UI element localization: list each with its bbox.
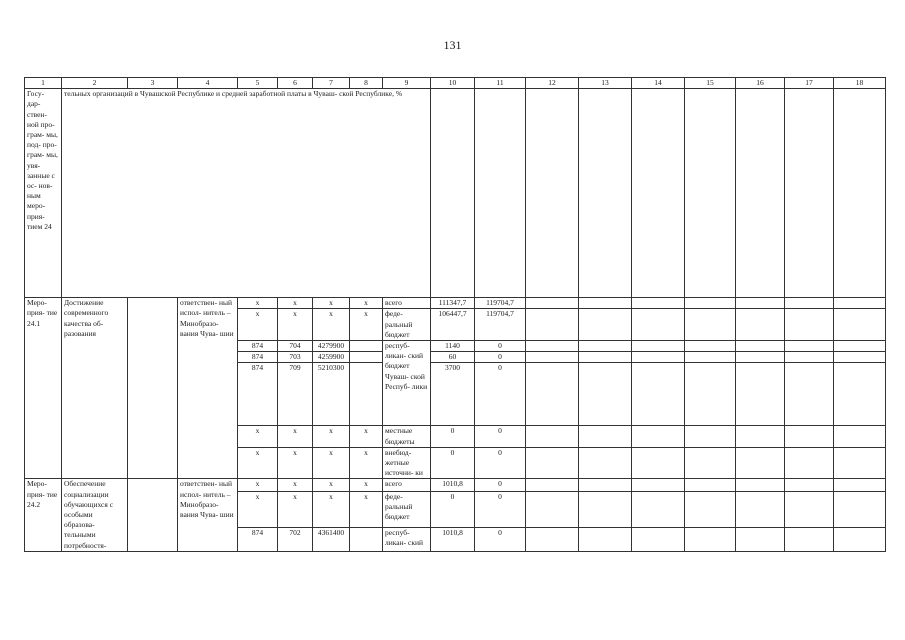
empty-cell (785, 298, 834, 309)
header-cell: 12 (526, 78, 579, 89)
code-cell: x (238, 309, 278, 341)
empty-cell (736, 447, 785, 479)
header-cell: 6 (278, 78, 313, 89)
empty-cell (736, 352, 785, 363)
funding-source: внебюд- жетные источни- ки (383, 447, 431, 479)
header-cell: 17 (785, 78, 834, 89)
responsible-executor: ответствен- ный испол- нитель – Минобразо- вания Чува- шии (178, 298, 238, 479)
code-cell (350, 363, 383, 426)
code-cell: x (313, 492, 350, 528)
amount-cell: 119704,7 (475, 298, 526, 309)
code-cell: 709 (278, 363, 313, 426)
empty-cell (736, 492, 785, 528)
code-cell: 4259900 (313, 352, 350, 363)
table-cell (431, 89, 475, 298)
empty-cell (526, 527, 579, 551)
empty-cell (736, 363, 785, 426)
code-cell: x (350, 298, 383, 309)
empty-cell (632, 447, 685, 479)
code-cell: x (313, 479, 350, 492)
header-cell: 18 (834, 78, 886, 89)
amount-cell: 3700 (431, 363, 475, 426)
empty-cell (526, 363, 579, 426)
code-cell: x (278, 426, 313, 447)
header-cell: 4 (178, 78, 238, 89)
funding-source: всего (383, 479, 431, 492)
amount-cell: 0 (431, 492, 475, 528)
empty-cell (579, 341, 632, 352)
empty-cell (834, 527, 886, 551)
empty-cell (632, 352, 685, 363)
funding-source: респуб- ликан- ский бюджет Чуваш- ской Респуб- лики (383, 341, 431, 426)
code-cell: 874 (238, 527, 278, 551)
empty-cell (579, 479, 632, 492)
empty-cell (632, 363, 685, 426)
empty-cell (834, 426, 886, 447)
amount-cell: 1140 (431, 341, 475, 352)
code-cell: x (278, 309, 313, 341)
table-cell (128, 298, 178, 479)
empty-cell (685, 341, 736, 352)
header-cell: 10 (431, 78, 475, 89)
table-cell (632, 89, 685, 298)
empty-cell (526, 309, 579, 341)
code-cell: x (350, 479, 383, 492)
responsible-executor: ответствен- ный испол- нитель – Минобразо- вания Чува- шии (178, 479, 238, 551)
measure-label: Меро- прия- тие 24.2 (25, 479, 62, 551)
empty-cell (685, 492, 736, 528)
code-cell: x (278, 298, 313, 309)
code-cell: 874 (238, 363, 278, 426)
empty-cell (785, 426, 834, 447)
empty-cell (632, 479, 685, 492)
empty-cell (834, 309, 886, 341)
empty-cell (785, 479, 834, 492)
empty-cell (685, 447, 736, 479)
code-cell: x (238, 426, 278, 447)
empty-cell (834, 341, 886, 352)
table-row (25, 479, 886, 492)
amount-cell: 0 (475, 363, 526, 426)
amount-cell: 106447,7 (431, 309, 475, 341)
empty-cell (785, 492, 834, 528)
empty-cell (526, 479, 579, 492)
empty-cell (526, 341, 579, 352)
code-cell (350, 527, 383, 551)
code-cell: x (313, 298, 350, 309)
amount-cell: 0 (475, 352, 526, 363)
empty-cell (632, 426, 685, 447)
empty-cell (785, 341, 834, 352)
empty-cell (785, 363, 834, 426)
empty-cell (579, 492, 632, 528)
funding-source: всего (383, 298, 431, 309)
funding-source: феде- ральный бюджет (383, 492, 431, 528)
code-cell: 702 (278, 527, 313, 551)
code-cell: 704 (278, 341, 313, 352)
empty-cell (834, 447, 886, 479)
amount-cell: 0 (475, 341, 526, 352)
funding-source: респуб- ликан- ский (383, 527, 431, 551)
empty-cell (736, 341, 785, 352)
empty-cell (685, 298, 736, 309)
table-cell (785, 89, 834, 298)
code-cell (350, 352, 383, 363)
amount-cell: 0 (475, 426, 526, 447)
empty-cell (834, 298, 886, 309)
header-cell: 14 (632, 78, 685, 89)
code-cell: 703 (278, 352, 313, 363)
header-cell: 2 (62, 78, 128, 89)
code-cell: x (278, 492, 313, 528)
code-cell: x (238, 492, 278, 528)
table-cell (736, 89, 785, 298)
empty-cell (785, 309, 834, 341)
empty-cell (579, 363, 632, 426)
header-cell: 5 (238, 78, 278, 89)
empty-cell (834, 492, 886, 528)
code-cell: x (238, 479, 278, 492)
empty-cell (632, 309, 685, 341)
empty-cell (685, 479, 736, 492)
empty-cell (785, 527, 834, 551)
empty-cell (632, 492, 685, 528)
header-cell: 1 (25, 78, 62, 89)
table-cell (475, 89, 526, 298)
measure-description: Достижение современного качества об- разования (62, 298, 128, 479)
empty-cell (526, 492, 579, 528)
empty-cell (785, 352, 834, 363)
empty-cell (579, 527, 632, 551)
empty-cell (526, 426, 579, 447)
empty-cell (526, 447, 579, 479)
empty-cell (685, 363, 736, 426)
empty-cell (736, 298, 785, 309)
code-cell: 874 (238, 352, 278, 363)
header-cell: 7 (313, 78, 350, 89)
empty-cell (685, 352, 736, 363)
table-cell (579, 89, 632, 298)
empty-cell (785, 447, 834, 479)
amount-cell: 0 (431, 426, 475, 447)
code-cell: x (238, 298, 278, 309)
empty-cell (526, 298, 579, 309)
page-number: 131 (443, 38, 462, 52)
empty-cell (526, 352, 579, 363)
header-cell: 9 (383, 78, 431, 89)
code-cell: x (313, 309, 350, 341)
empty-cell (579, 309, 632, 341)
code-cell: 4279900 (313, 341, 350, 352)
code-cell: 4361400 (313, 527, 350, 551)
empty-cell (579, 447, 632, 479)
code-cell: x (350, 492, 383, 528)
amount-cell: 0 (475, 492, 526, 528)
header-cell: 3 (128, 78, 178, 89)
empty-cell (834, 352, 886, 363)
amount-cell: 0 (475, 479, 526, 492)
header-row (25, 78, 886, 89)
code-cell (350, 341, 383, 352)
empty-cell (834, 363, 886, 426)
empty-cell (579, 298, 632, 309)
amount-cell: 1010,8 (431, 527, 475, 551)
empty-cell (685, 527, 736, 551)
empty-cell (632, 341, 685, 352)
empty-cell (632, 527, 685, 551)
intro-row (25, 89, 886, 298)
code-cell: x (278, 479, 313, 492)
amount-cell: 0 (475, 447, 526, 479)
code-cell: x (313, 426, 350, 447)
funding-source: феде- ральный бюджет (383, 309, 431, 341)
table-row (25, 298, 886, 309)
table-cell (128, 479, 178, 551)
empty-cell (579, 426, 632, 447)
code-cell: x (278, 447, 313, 479)
header-cell: 16 (736, 78, 785, 89)
empty-cell (685, 309, 736, 341)
budget-table (24, 77, 886, 552)
empty-cell (685, 426, 736, 447)
code-cell: x (350, 309, 383, 341)
code-cell: 874 (238, 341, 278, 352)
programme-label: Госу- дар- ствен- ной про- грам- мы, под- про- грам- мы, увя- занные с ос- нов- ным меро- прия- тием 24 (25, 89, 62, 298)
code-cell: x (238, 447, 278, 479)
code-cell: x (350, 426, 383, 447)
funding-source: местные бюджеты (383, 426, 431, 447)
amount-cell: 111347,7 (431, 298, 475, 309)
header-cell: 15 (685, 78, 736, 89)
measure-label: Меро- прия- тие 24.1 (25, 298, 62, 479)
empty-cell (736, 527, 785, 551)
empty-cell (834, 479, 886, 492)
header-cell: 13 (579, 78, 632, 89)
header-cell: 11 (475, 78, 526, 89)
header-cell: 8 (350, 78, 383, 89)
empty-cell (736, 479, 785, 492)
empty-cell (736, 309, 785, 341)
amount-cell: 0 (431, 447, 475, 479)
table-cell (526, 89, 579, 298)
empty-cell (632, 298, 685, 309)
table-cell (834, 89, 886, 298)
empty-cell (736, 426, 785, 447)
code-cell: x (350, 447, 383, 479)
indicator-text: тельных организаций в Чувашской Республике и средней заработной платы в Чуваш- ской Республике, % (62, 89, 431, 298)
code-cell: x (313, 447, 350, 479)
amount-cell: 1010,8 (431, 479, 475, 492)
amount-cell: 60 (431, 352, 475, 363)
empty-cell (579, 352, 632, 363)
amount-cell: 0 (475, 527, 526, 551)
amount-cell: 119704,7 (475, 309, 526, 341)
measure-description: Обеспечение социализации обучающихся с особыми образова- тельными потребностя- (62, 479, 128, 551)
table-cell (685, 89, 736, 298)
code-cell: 5210300 (313, 363, 350, 426)
